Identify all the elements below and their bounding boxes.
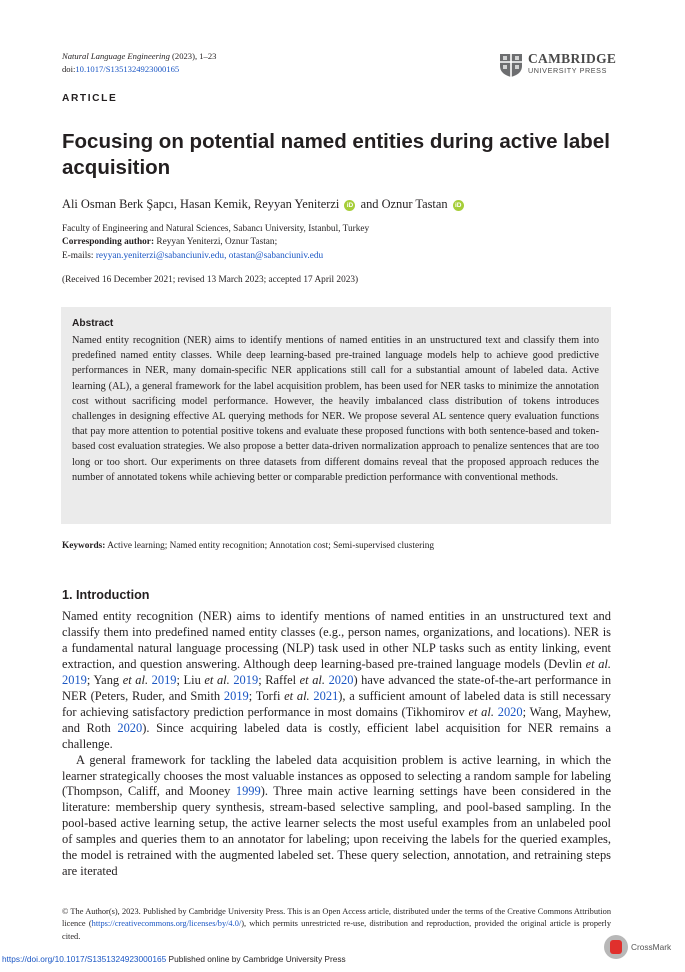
citation-link[interactable]: 1999 [235,784,261,799]
corresponding-label: Corresponding author: [62,237,155,248]
text-run: ; Raffel [258,672,300,687]
crossmark-badge[interactable] [604,935,684,961]
received-dates: (Received 16 December 2021; revised 13 March 2023; accepted 17 April 2023) [62,275,359,285]
citation-link[interactable]: 2019 [223,688,249,703]
journal-info [62,50,216,76]
text-run: ), a sufficient amount of labeled data is still necessary for achieving satisfactory prediction performance in most domains (Tikhomirov [62,688,612,719]
text-run: et al. [122,672,149,687]
keywords-label: Keywords: [62,541,106,551]
text-run: et al. [468,704,494,719]
shield-icon [498,52,524,78]
text-run: ; Torfi [248,688,285,703]
emails-link[interactable]: reyyan.yeniterzi@sabanciuniv.edu, otastan@sabanciuniv.edu [95,250,324,261]
text-run: ), which permits unrestricted re-use, distribution and reproduction, provided the original article is properly cited. [62,919,611,941]
corresponding-names: Reyyan Yeniterzi, Oznur Tastan; [154,237,278,248]
citation-link[interactable]: 2019 [62,672,87,687]
text-run: et al. [299,672,325,687]
crossmark-label: CrossMark [631,942,672,952]
abstract-box [61,307,611,524]
text-run: et al. [204,672,230,687]
authors [62,197,466,212]
text-run: ; Yang [86,672,123,687]
institution: Faculty of Engineering and Natural Sciences, Sabancı University, Istanbul, Turkey [62,224,370,234]
publisher-sub: UNIVERSITY PRESS [528,66,607,75]
journal-name: Natural Language Engineering [62,51,170,61]
bottom-doi-line [2,954,346,964]
orcid-icon[interactable]: iD [344,200,355,211]
keywords [62,541,434,551]
emails-label: E-mails: [62,250,96,261]
published-online-text: Published online by Cambridge University Press [166,954,346,964]
author-list: Ali Osman Berk Şapcı, Hasan Kemik, Reyyan Yeniterzi [62,197,340,211]
paragraph [62,753,611,881]
bottom-doi-link[interactable]: https://doi.org/10.1017/S1351324923000165 [2,954,167,964]
abstract-text: Named entity recognition (NER) aims to identify mentions of named entities in an unstructured text and classify them into predefined named entity classes. While deep learning-based pre-trained language models help to achieve good predictive performances in NER, many domain-specific NER applications still call for a substantial amount of labeled data. Active learning (AL), a general framework for the label acquisition problem, has been used for NER tasks to minimize the annotation cost without sacrificing model performance. However, the heavily imbalanced class distribution of tokens introduces challenges in designing effective AL querying methods for NER. We propose several AL sentence query evaluation functions that pay more attention to potential positive tokens and evaluate these proposed functions with both sentence-based and token-based cost evaluation strategies. We also propose a better data-driven normalization approach to penalize sentences that are too long or too short. Our experiments on three datasets from different domains reveal that the proposed approach reduces the number of annotated tokens while achieving better or comparable prediction performance with conventional methods. [72,335,599,483]
citation-link[interactable]: 2021 [313,688,339,703]
section-heading: 1. Introduction [62,588,150,602]
citation-link[interactable]: 2020 [497,704,523,719]
citation-link[interactable]: 2020 [328,672,354,687]
publisher-name: CAMBRIDGE [528,51,617,66]
text-run: et al. [284,688,310,703]
abstract-heading: Abstract [72,318,114,329]
text-run: ; Wang, Mayhew, and Roth [62,704,611,735]
text-run: et al. [585,656,611,671]
doi-link[interactable]: 10.1017/S1351324923000165 [75,64,180,74]
text-run: ). Since acquiring labeled data is costly, efficient label acquisition for NER remains a challenge. [62,720,611,751]
citation-link[interactable]: 2019 [233,672,259,687]
text-run: ) have advanced the state-of-the-art performance in NER (Peters, Ruder, and Smith [62,672,612,703]
citation-link[interactable]: 2020 [117,720,143,735]
copyright-footnote [62,906,611,943]
paragraph [62,609,611,753]
text-run: ; Liu [176,672,205,687]
crossmark-icon [604,935,628,959]
keywords-text: Active learning; Named entity recognition; Annotation cost; Semi-supervised clustering [105,541,435,551]
author-connector: and Oznur Tastan [357,197,448,211]
text-run: ). Three main active learning settings have been considered in the literature: membership query synthesis, stream-based selective sampling, and pool-based sampling. In the pool-based active learning setup, the active learner selects the most useful examples from an unlabeled pool of samples and queries them to an annotator for labeling; upon receiving the labels for the queried examples, the model is retrained with the augmented labeled set. These query selection, annotation, and retraining steps are iterated [62,784,611,879]
text-run: A general framework for tackling the labeled data acquisition problem is active learning, in which the learner strategically chooses the most valuable instances as opposed to selecting a random sample for labeling (Thompson, Califf, and Mooney [62,752,611,799]
doi-prefix: doi: [62,64,76,74]
article-type: ARTICLE [62,93,118,104]
affiliation [62,223,369,263]
cambridge-logo [498,52,640,78]
journal-year-pages: (2023), 1–23 [169,51,217,61]
text-run: Named entity recognition (NER) aims to identify mentions of named entities in an unstructured text and classify them into predefined named entity classes (e.g., person names, organizations, and locations). NER is a fundamental natural language processing (NLP) task used in other NLP tasks such as entity linking, event extraction, and question answering. Although deep learning-based pre-trained language models (Devlin [62,609,611,671]
license-link[interactable]: https://creativecommons.org/licenses/by/4.0/ [91,919,242,929]
text-run: © The Author(s), 2023. Published by Cambridge University Press. This is an Open Access article, distributed under the terms of the Creative Commons Attribution licence ( [62,907,611,929]
citation-link[interactable]: 2019 [151,672,177,687]
orcid-icon[interactable]: iD [453,200,464,211]
body-text [62,609,611,880]
page-title: Focusing on potential named entities during active label acquisition [62,130,610,179]
